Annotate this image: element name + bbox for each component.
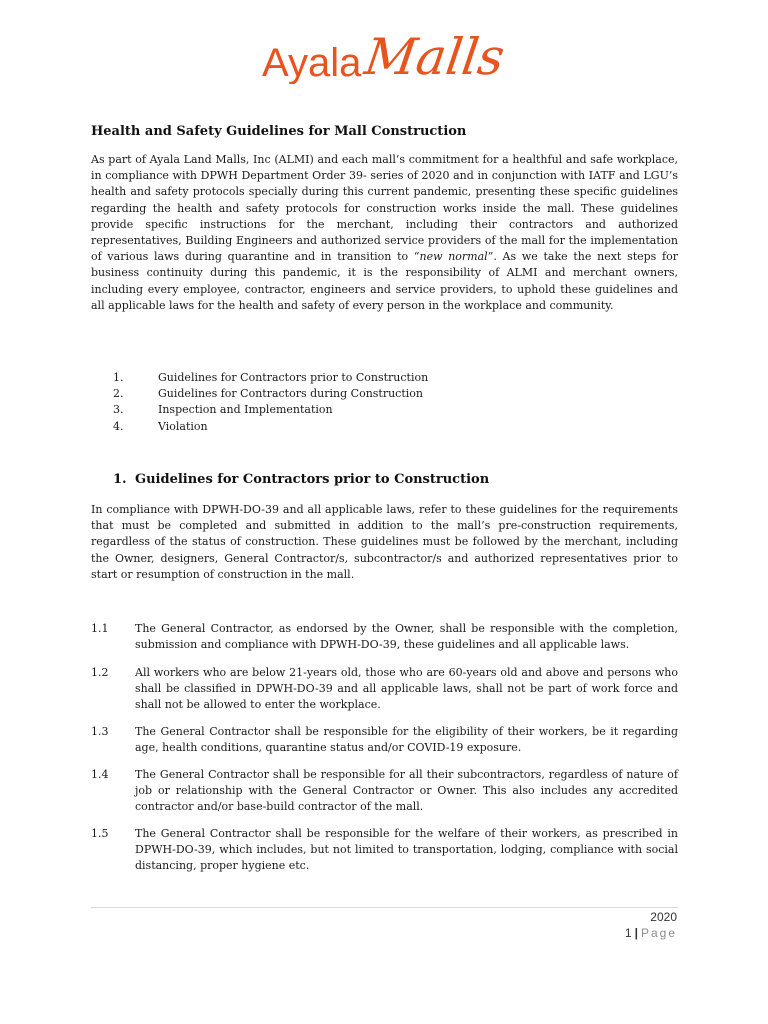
intro-text-part2: ”. As we take the next steps for business continuity during this pandemic, it is the responsibility of ALMI and merchant owners, including every employee, contractor, engineers and service providers, to uphold these guidelines and all applicable laws for the health and safety of every person in the workplace and community.: [91, 250, 679, 312]
toc-item-label: Violation: [158, 419, 208, 433]
clause-1-3: [91, 724, 678, 756]
clause-number: 1.1: [91, 622, 109, 635]
page-label: Page: [640, 926, 677, 940]
logo-ayala-text: Ayala: [262, 41, 362, 84]
table-of-contents: [113, 370, 613, 435]
toc-item-number: 4.: [113, 419, 124, 433]
clause-number: 1.3: [91, 725, 109, 738]
clause-text: The General Contractor shall be responsible for all their subcontractors, regardless of nature of job or relationship with the General Contractor or Owner. This also includes any accredited contractor and/or base-build contractor of the mall.: [135, 768, 678, 814]
clause-1-2: [91, 665, 678, 714]
clause-1-5: [91, 826, 678, 875]
document-title: Health and Safety Guidelines for Mall Construction: [91, 124, 467, 139]
ayala-malls-logo-graphic: [262, 24, 512, 84]
footer-divider: [91, 907, 678, 908]
ayala-malls-logo: [262, 24, 512, 84]
clause-text: The General Contractor shall be responsible for the eligibility of their workers, be it regarding age, health conditions, quarantine status and/or COVID-19 exposure.: [135, 725, 678, 755]
toc-item: [113, 386, 613, 402]
section-1-number: 1.: [113, 472, 127, 487]
clause-number: 1.5: [91, 827, 109, 840]
toc-item: [113, 370, 613, 386]
toc-item-number: 1.: [113, 371, 124, 384]
footer-page-indicator: [625, 926, 677, 940]
clause-number: 1.2: [91, 666, 109, 679]
toc-item-number: 3.: [113, 403, 124, 417]
clause-text: The General Contractor, as endorsed by the Owner, shall be responsible with the completion, submission and compliance with DPWH-DO-39, these guidelines and all applicable laws.: [135, 622, 678, 652]
clause-1-4: [91, 767, 678, 816]
logo-malls-text: Malls: [361, 27, 509, 84]
page-separator: |: [634, 926, 638, 940]
toc-item-number: 2.: [113, 387, 124, 401]
toc-item-label: Guidelines for Contractors prior to Construction: [158, 371, 429, 384]
clause-1-1: [91, 621, 678, 653]
footer-year: 2020: [650, 910, 677, 924]
toc-item-label: Guidelines for Contractors during Construction: [158, 387, 423, 401]
toc-item-label: Inspection and Implementation: [158, 403, 333, 417]
section-1-intro: In compliance with DPWH-DO-39 and all applicable laws, refer to these guidelines for the requirements that must be completed and submitted in addition to the mall’s pre-construction requirements, regardless of the status of construction. These guidelines must be followed by the merchant, including the Owner, designers, General Contractor/s, subcontractor/s and authorized representatives prior to start or resumption of construction in the mall.: [91, 503, 678, 581]
section-1-title: Guidelines for Contractors prior to Construction: [135, 472, 490, 487]
page-number: 1: [624, 926, 632, 940]
toc-item: [113, 419, 613, 435]
clause-text: The General Contractor shall be responsible for the welfare of their workers, as prescribed in DPWH-DO-39, which includes, but not limited to transportation, lodging, compliance with social distancing, proper hygiene etc.: [135, 827, 678, 873]
intro-emphasis: new normal: [419, 250, 488, 264]
section-1-heading: [113, 472, 673, 487]
intro-text-part1: As part of Ayala Land Malls, Inc (ALMI) and each mall’s commitment for a healthful and safe workplace, in compliance with DPWH Department Order 39- series of 2020 and in conjunction with IATF and LGU’s health and safety protocols specially during this current pandemic, presenting these specific guidelines regarding the health and safety protocols for construction works inside the mall. These guidelines provide specific instructions for the merchant, including their contractors and authorized representatives, Building Engineers and authorized service providers of the mall for the implementation of various laws during quarantine and in transition to “: [91, 153, 678, 264]
clause-text: All workers who are below 21-years old, those who are 60-years old and above and persons who shall be classified in DPWH-DO-39 and all applicable laws, shall not be part of work force and shall not be allowed to enter the workplace.: [135, 666, 678, 712]
intro-paragraph: [91, 152, 678, 314]
clause-number: 1.4: [91, 768, 109, 781]
toc-item: [113, 402, 613, 418]
